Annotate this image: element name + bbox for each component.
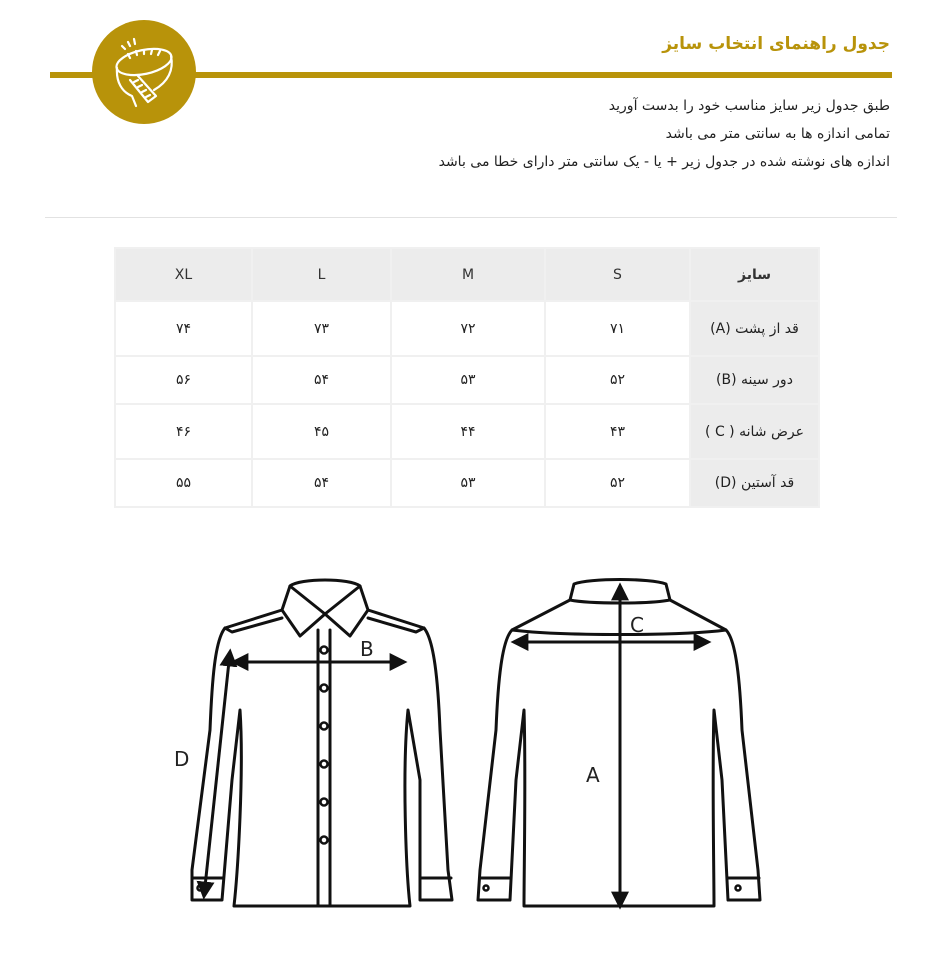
cell-value: ۵۲ bbox=[545, 356, 690, 404]
size-header-s: S bbox=[545, 248, 690, 301]
intro-line-3: اندازه های نوشته شده در جدول زیر + یا - یک سانتی متر دارای خطا می باشد bbox=[438, 154, 890, 170]
row-label: دور سینه (B) bbox=[690, 356, 819, 404]
shirt-diagram bbox=[0, 570, 942, 930]
cell-value: ۴۴ bbox=[391, 404, 545, 459]
cell-value: ۵۴ bbox=[252, 459, 391, 507]
table-row bbox=[115, 459, 819, 507]
cell-value: ۷۱ bbox=[545, 301, 690, 356]
cell-value: ۵۲ bbox=[545, 459, 690, 507]
intro-text bbox=[439, 92, 890, 176]
intro-line-2: تمامی اندازه ها به سانتی متر می باشد bbox=[665, 126, 890, 142]
cell-value: ۷۴ bbox=[115, 301, 252, 356]
cell-value: ۵۳ bbox=[391, 356, 545, 404]
front-shirt-outline bbox=[192, 580, 452, 906]
table-row bbox=[115, 404, 819, 459]
cell-value: ۷۳ bbox=[252, 301, 391, 356]
size-header-m: M bbox=[391, 248, 545, 301]
table-row bbox=[115, 356, 819, 404]
row-label: قد آستین (D) bbox=[690, 459, 819, 507]
intro-line-1: طبق جدول زیر سایز مناسب خود را بدست آورید bbox=[608, 98, 890, 114]
page-title: جدول راهنمای انتخاب سایز bbox=[662, 34, 890, 54]
back-cuff-buttons bbox=[484, 886, 741, 891]
measuring-tape-icon bbox=[92, 20, 196, 124]
size-column-header: سایز bbox=[690, 248, 819, 301]
size-table bbox=[114, 247, 820, 508]
row-label: عرض شانه ( C ) bbox=[690, 404, 819, 459]
cell-value: ۴۳ bbox=[545, 404, 690, 459]
cell-value: ۷۲ bbox=[391, 301, 545, 356]
size-header-l: L bbox=[252, 248, 391, 301]
cell-value: ۴۵ bbox=[252, 404, 391, 459]
label-b: B bbox=[360, 637, 374, 661]
size-header-xl: XL bbox=[115, 248, 252, 301]
measuring-tape-badge bbox=[92, 20, 196, 124]
cell-value: ۵۵ bbox=[115, 459, 252, 507]
section-divider bbox=[45, 217, 897, 218]
cell-value: ۵۳ bbox=[391, 459, 545, 507]
label-a: A bbox=[586, 763, 600, 787]
label-d: D bbox=[174, 747, 190, 771]
table-header-row bbox=[115, 248, 819, 301]
row-label: قد از پشت (A) bbox=[690, 301, 819, 356]
label-c: C bbox=[630, 613, 644, 637]
table-row bbox=[115, 301, 819, 356]
cell-value: ۴۶ bbox=[115, 404, 252, 459]
cell-value: ۵۴ bbox=[252, 356, 391, 404]
cell-value: ۵۶ bbox=[115, 356, 252, 404]
